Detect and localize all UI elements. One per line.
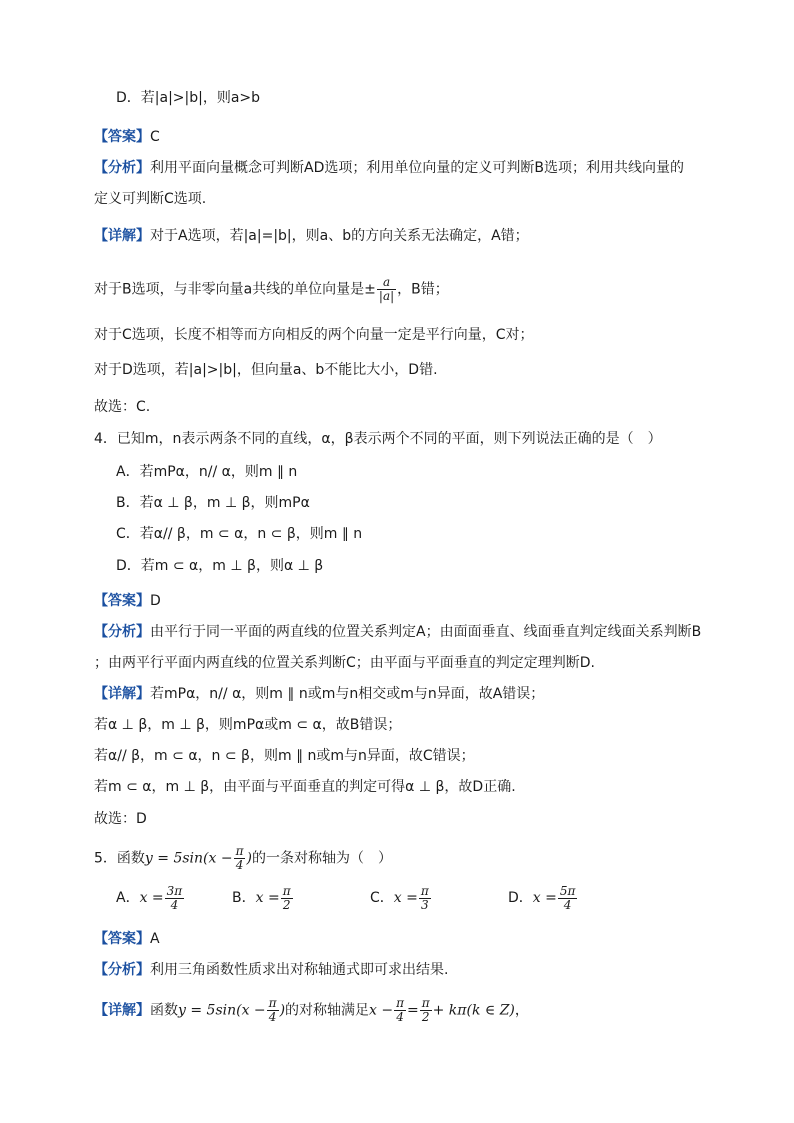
- q4-detail-2: 若α ⊥ β，m ⊥ β，则mPα或m ⊂ α，故B错误；: [94, 717, 402, 733]
- fraction-numerator: 3π: [166, 883, 183, 898]
- q3-option-d: D．若|a|>|b|，则a>b: [116, 90, 261, 106]
- option-label: C．: [370, 890, 394, 906]
- q5-analysis: [94, 960, 734, 980]
- equation-expression: x −: [369, 1002, 394, 1019]
- q5-option-c: [370, 880, 432, 916]
- option-fraction: [281, 885, 293, 912]
- analysis-text: 利用平面向量概念可判断AD选项；利用单位向量的定义可判断B选项；利用共线向量的: [150, 160, 684, 176]
- fraction-denominator: 2: [421, 1010, 430, 1024]
- q3-detail-b: [94, 276, 734, 303]
- function-fraction: [234, 845, 246, 872]
- q5-option-b: [232, 880, 294, 916]
- equation-expression: + kπ(k ∈ Z): [432, 1002, 515, 1019]
- detail-text: 函数: [150, 1002, 178, 1019]
- fraction-numerator: π: [396, 996, 404, 1010]
- fraction-denominator: 4: [235, 858, 244, 872]
- answer-tag: 【答案】: [94, 129, 150, 145]
- option-expression: x =: [393, 890, 418, 906]
- stem-text: 5．函数: [94, 850, 145, 867]
- analysis-tag: 【分析】: [94, 624, 150, 640]
- function-expression: ): [279, 1002, 286, 1019]
- option-label: D．: [508, 890, 533, 906]
- q3-detail-d: 对于D选项，若|a|>|b|，但向量a、b不能比大小，D错.: [94, 362, 438, 378]
- q3-analysis-line2: 定义可判断C选项.: [94, 191, 207, 207]
- detail-text: ，B错；: [397, 281, 449, 298]
- fraction-numerator: a: [377, 276, 396, 290]
- detail-text: 对于A选项，若|a|=|b|，则a、b的方向关系无法确定，A错；: [150, 228, 529, 244]
- analysis-tag: 【分析】: [94, 962, 150, 978]
- q4-analysis-line1: [94, 622, 734, 642]
- fraction-denominator: 4: [563, 897, 572, 912]
- detail-text: 对于B选项，与非零向量a共线的单位向量是±: [94, 281, 376, 298]
- fraction-numerator: π: [235, 844, 244, 858]
- equation-fraction: [394, 997, 406, 1024]
- q4-option-c: C．若α// β，m ⊂ α，n ⊂ β，则m ∥ n: [116, 526, 363, 542]
- q5-answer: [94, 929, 734, 949]
- fraction-numerator: π: [282, 883, 291, 898]
- fraction-denominator: 4: [170, 897, 179, 912]
- analysis-text: 由平行于同一平面的两直线的位置关系判定A；由面面垂直、线面垂直判定线面关系判断B: [150, 624, 702, 640]
- unit-vector-fraction: [377, 276, 396, 303]
- answer-value: A: [150, 931, 160, 947]
- equation-expression: =: [407, 1002, 419, 1019]
- q4-answer: [94, 591, 734, 611]
- q4-detail-3: 若α// β，m ⊂ α，n ⊂ β，则m ∥ n或m与n异面，故C错误；: [94, 748, 475, 764]
- function-expression: y = 5sin(x −: [144, 850, 233, 867]
- fraction-denominator: 4: [396, 1010, 404, 1024]
- stem-text: 的一条对称轴为（ ）: [251, 850, 392, 867]
- analysis-tag: 【分析】: [94, 160, 150, 176]
- q4-choose: 故选：D: [94, 811, 147, 827]
- q5-option-d: [508, 880, 578, 916]
- q4-detail-1: [94, 684, 734, 704]
- q3-analysis-line1: [94, 158, 734, 178]
- equation-fraction: [420, 997, 432, 1024]
- q4-detail-4: 若m ⊂ α，m ⊥ β，由平面与平面垂直的判定可得α ⊥ β，故D正确.: [94, 779, 516, 795]
- fraction-numerator: π: [421, 996, 430, 1010]
- q5-option-a: [116, 880, 185, 916]
- q3-detail-c: 对于C选项，长度不相等而方向相反的两个向量一定是平行向量，C对；: [94, 327, 534, 343]
- analysis-text: 利用三角函数性质求出对称轴通式即可求出结果.: [150, 962, 449, 978]
- fraction-denominator: 4: [268, 1010, 277, 1024]
- q4-option-a: A．若mPα，n// α，则m ∥ n: [116, 464, 298, 480]
- fraction-denominator: 2: [282, 897, 291, 912]
- q4-option-d: D．若m ⊂ α，m ⊥ β，则α ⊥ β: [116, 558, 324, 574]
- fraction-numerator: π: [268, 996, 277, 1010]
- answer-value: C: [150, 129, 160, 145]
- q4-stem: 4．已知m，n表示两条不同的直线，α，β表示两个不同的平面，则下列说法正确的是（ ）: [94, 431, 662, 447]
- option-fraction: [419, 885, 431, 912]
- q5-detail: [94, 997, 734, 1024]
- q4-option-b: B．若α ⊥ β，m ⊥ β，则mPα: [116, 495, 310, 511]
- option-fraction: [165, 885, 185, 912]
- detail-text: 的对称轴满足: [285, 1002, 370, 1019]
- detail-tag: 【详解】: [94, 686, 150, 702]
- function-fraction: [267, 997, 279, 1024]
- detail-text: ，: [514, 1002, 529, 1019]
- fraction-denominator: 3: [420, 897, 429, 912]
- q5-options: [116, 880, 716, 920]
- fraction-numerator: 5π: [559, 883, 576, 898]
- function-expression: y = 5sin(x −: [178, 1002, 266, 1019]
- answer-value: D: [150, 593, 161, 609]
- detail-text: 若mPα，n// α，则m ∥ n或m与n相交或m与n异面，故A错误；: [150, 686, 545, 702]
- q4-analysis-line2: ；由两平行平面内两直线的位置关系判断C；由平面与平面垂直的判定定理判断D.: [94, 655, 596, 671]
- option-expression: x =: [255, 890, 280, 906]
- q5-stem: [94, 845, 734, 872]
- q3-detail-a: [94, 226, 734, 246]
- answer-tag: 【答案】: [94, 931, 150, 947]
- function-expression: ): [246, 850, 252, 867]
- option-expression: x =: [139, 890, 164, 906]
- option-label: B．: [232, 890, 256, 906]
- q3-choose: 故选：C.: [94, 399, 151, 415]
- option-expression: x =: [532, 890, 557, 906]
- answer-tag: 【答案】: [94, 593, 150, 609]
- q3-answer: [94, 127, 734, 147]
- option-label: A．: [116, 890, 140, 906]
- fraction-denominator: |a|: [378, 289, 395, 303]
- fraction-numerator: π: [420, 883, 429, 898]
- detail-tag: 【详解】: [94, 228, 150, 244]
- detail-tag: 【详解】: [94, 1002, 150, 1019]
- option-fraction: [558, 885, 578, 912]
